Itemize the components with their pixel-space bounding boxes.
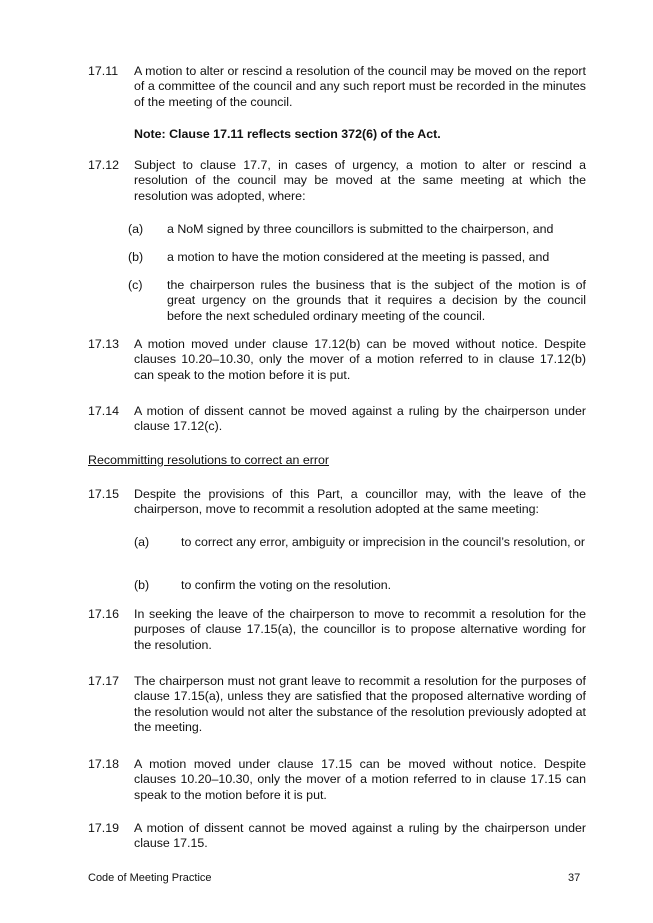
list-text: the chairperson rules the business that is the subject of the motion is of great urgency on the grounds that it requires a decision by the council before the next scheduled ordinary meeting of the council. <box>167 278 586 323</box>
clause-text: Subject to clause 17.7, in cases of urgency, a motion to alter or rescind a resolution of the council may be moved at the same meeting at which the resolution was adopted, where: <box>134 158 586 203</box>
footer-title: Code of Meeting Practice <box>88 872 212 884</box>
clause-note: Note: Clause 17.11 reflects section 372(6) of the Act. <box>134 127 441 141</box>
clause-number: 17.12 <box>88 158 120 172</box>
clause-number: 17.19 <box>88 821 120 835</box>
section-heading: Recommitting resolutions to correct an error <box>88 453 330 467</box>
list-label: (b) <box>134 578 150 592</box>
clause-number: 17.13 <box>88 337 120 351</box>
clause-text: A motion moved under clause 17.12(b) can be moved without notice. Despite clauses 10.20–10.30, only the mover of a motion referred to in clause 17.12(b) can speak to the motion before it is put. <box>134 337 586 382</box>
clause-number: 17.14 <box>88 404 120 418</box>
clause-text: A motion to alter or rescind a resolution of the council may be moved on the report of a committee of the council and any such report must be recorded in the minutes of the meeting of the council. <box>134 64 586 109</box>
list-label: (b) <box>128 250 144 264</box>
clause-text: A motion moved under clause 17.15 can be moved without notice. Despite clauses 10.20–10.30, only the mover of a motion referred to in clause 17.15 can speak to the motion before it is put. <box>134 757 586 802</box>
list-label: (a) <box>128 222 144 236</box>
list-text: a NoM signed by three councillors is submitted to the chairperson, and <box>167 222 554 236</box>
clause-text: In seeking the leave of the chairperson to move to recommit a resolution for the purposes of clause 17.15(a), the councillor is to propose alternative wording for the resolution. <box>134 607 586 652</box>
clause-number: 17.15 <box>88 487 120 501</box>
clause-number: 17.11 <box>88 64 119 78</box>
clause-text: Despite the provisions of this Part, a councillor may, with the leave of the chairperson, move to recommit a resolution adopted at the same meeting: <box>134 487 586 517</box>
list-text: a motion to have the motion considered at the meeting is passed, and <box>167 250 550 264</box>
clause-text: The chairperson must not grant leave to recommit a resolution for the purposes of clause 17.15(a), unless they are satisfied that the proposed alternative wording of the resolution would not alter the substance of the resolution previously adopted at the meeting. <box>134 674 586 734</box>
page-number: 37 <box>568 872 581 884</box>
clause-number: 17.16 <box>88 607 120 621</box>
clause-number: 17.17 <box>88 674 120 688</box>
list-text: to confirm the voting on the resolution. <box>181 578 392 592</box>
list-label: (a) <box>134 535 150 549</box>
clause-text: A motion of dissent cannot be moved against a ruling by the chairperson under clause 17.12(c). <box>134 404 586 434</box>
list-label: (c) <box>128 278 143 292</box>
list-text: to correct any error, ambiguity or imprecision in the council’s resolution, or <box>181 535 586 549</box>
clause-number: 17.18 <box>88 757 120 771</box>
clause-text: A motion of dissent cannot be moved against a ruling by the chairperson under clause 17.15. <box>134 821 586 851</box>
